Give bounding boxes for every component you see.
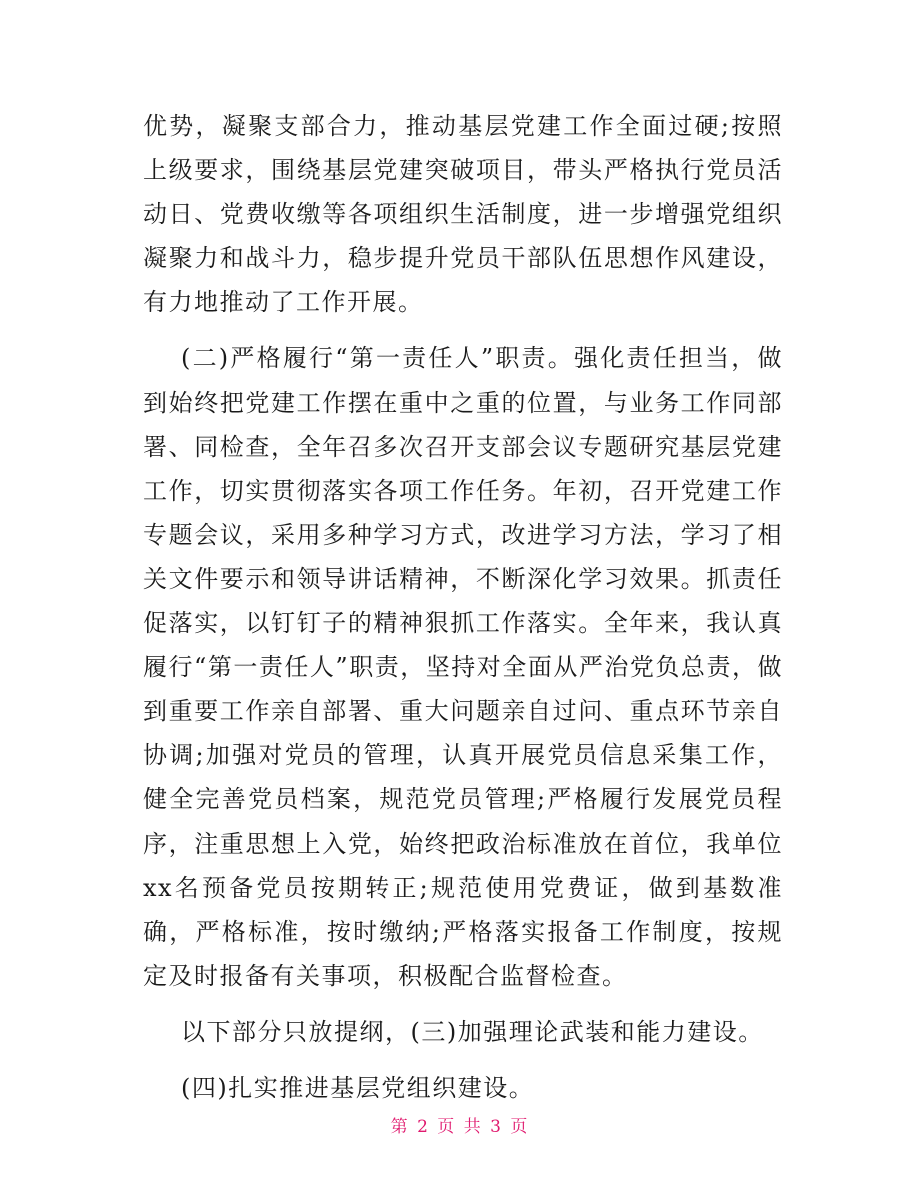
paragraph-3: 以下部分只放提纲，(三)加强理论武装和能力建设。 <box>181 1017 764 1046</box>
paragraph-2: (二)严格履行“第一责任人”职责。强化责任担当，做到始终把党建工作摆在重中之重的位置，与业务工作同部署、同检查，全年召多次召开支部会议专题研究基层党建工作，切实贯彻落实各项工作任务。年初，召开党建工作专题会议，采用多种学习方式，改进学习方法，学习了相关文件要示和领导讲话精神，不断深化学习效果。抓责任促落实，以钉钉子的精神狠抓工作落实。全年来，我认真履行“第一责任人”职责，坚持对全面从严治党负总责，做到重要工作亲自部署、重大问题亲自过问、重点环节亲自协调;加强对党员的管理，认真开展党员信息采集工作，健全完善党员档案，规范党员管理;严格履行发展党员程序，注重思想上入党，始终把政治标准放在首位，我单位xx名预备党员按期转正;规范使用党费证，做到基数准确，严格标准，按时缴纳;严格落实报备工作制度，按规定及时报备有关事项，积极配合监督检查。 <box>143 344 783 990</box>
paragraph-1: 优势，凝聚支部合力，推动基层党建工作全面过硬;按照上级要求，围绕基层党建突破项目，带头严格执行党员活动日、党费收缴等各项组织生活制度，进一步增强党组织凝聚力和战斗力，稳步提升党员干部队伍思想作风建设，有力地推动了工作开展。 <box>143 112 783 317</box>
paragraph-4: (四)扎实推进基层党组织建设。 <box>181 1073 535 1102</box>
document-body <box>143 104 783 1110</box>
page-number-footer: 第 2 页 共 3 页 <box>390 1117 530 1137</box>
